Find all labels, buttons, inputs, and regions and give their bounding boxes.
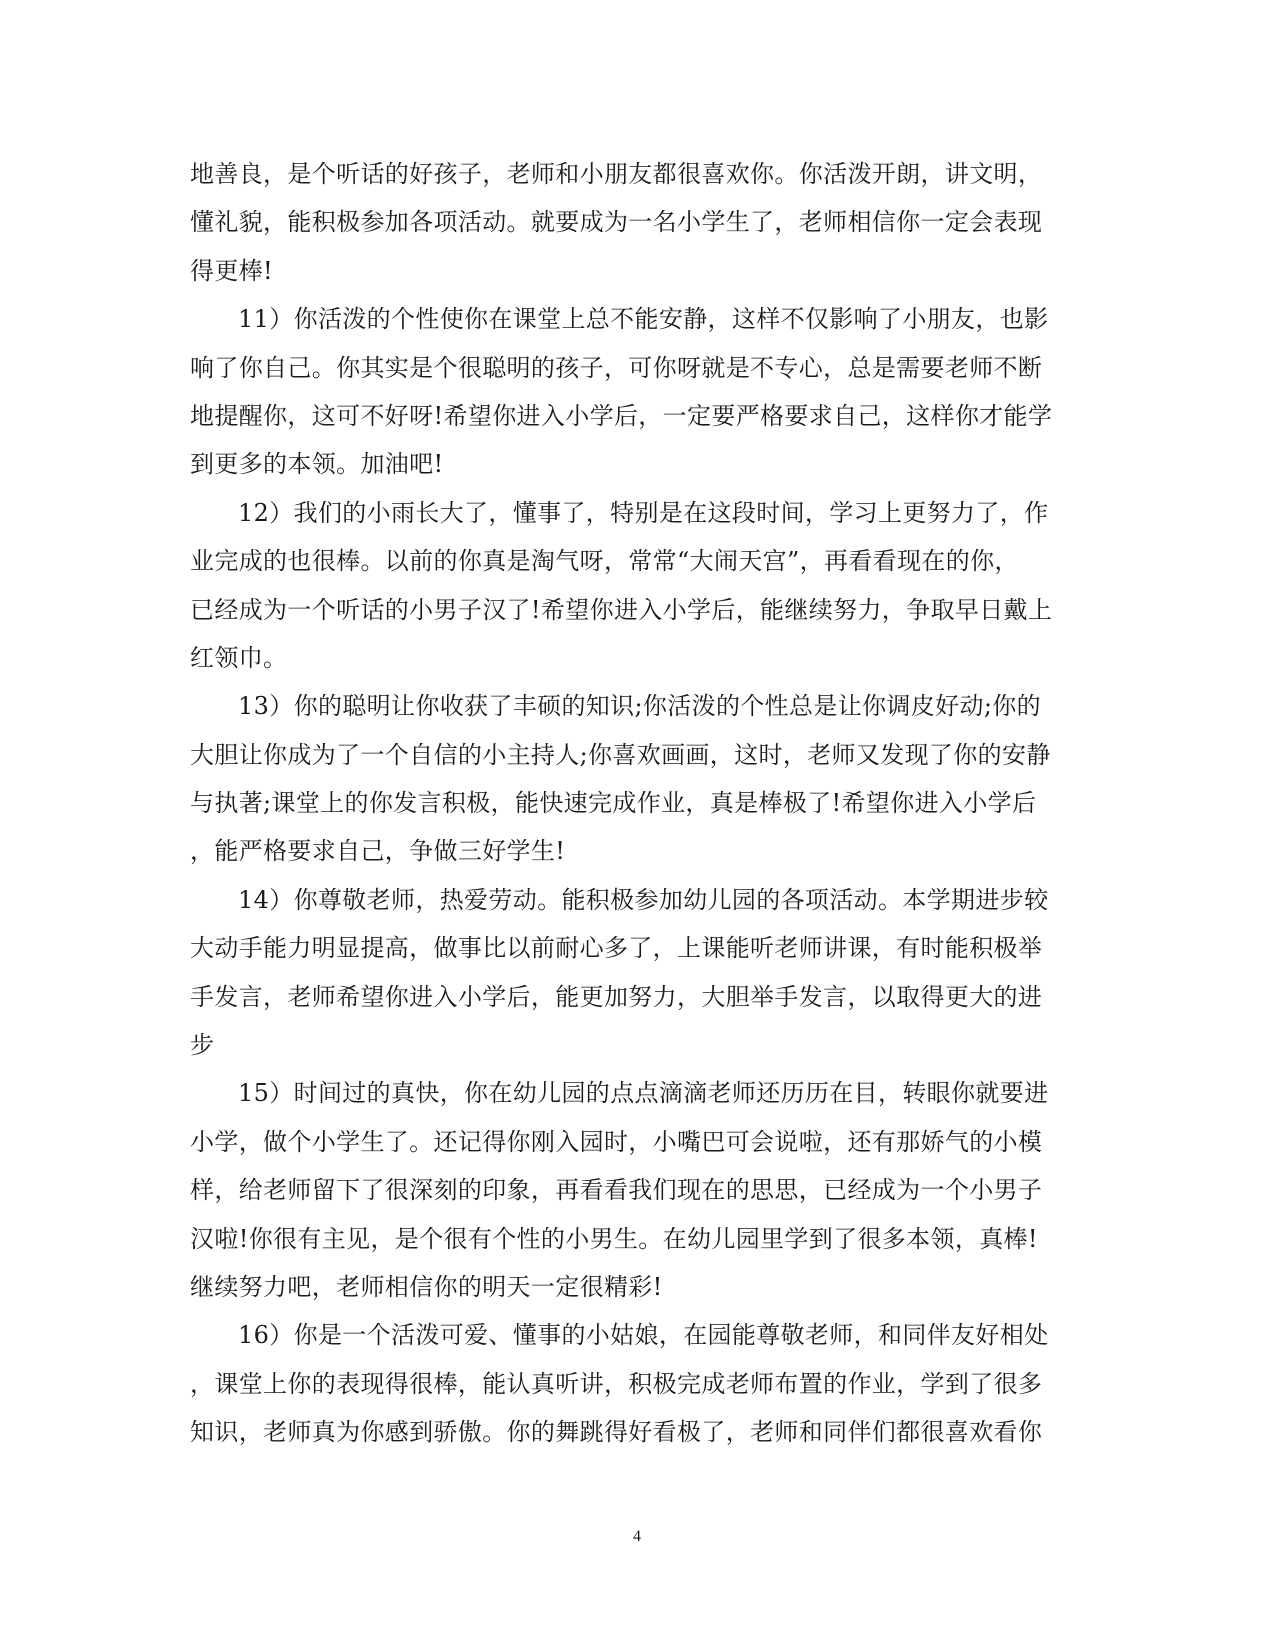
text-line: 步: [190, 1031, 215, 1060]
text-line: 大胆让你成为了一个自信的小主持人;你喜欢画画，这时，老师又发现了你的安静: [190, 740, 1051, 769]
paragraph-15-start: 15）时间过的真快，你在幼儿园的点点滴滴老师还历历在目，转眼你就要进: [238, 1079, 1049, 1108]
text-line: 手发言，老师希望你进入小学后，能更加努力，大胆举手发言，以取得更大的进: [190, 982, 1043, 1011]
document-body: [190, 150, 1090, 1457]
paragraph-12-start: 12）我们的小雨长大了，懂事了，特别是在这段时间，学习上更努力了，作: [238, 498, 1049, 527]
text-line: ，课堂上你的表现得很棒，能认真听讲，积极完成老师布置的作业，学到了很多: [190, 1369, 1043, 1398]
paragraph-11-start: 11）你活泼的个性使你在课堂上总不能安静，这样不仅影响了小朋友，也影: [238, 305, 1049, 334]
text-line: 知识，老师真为你感到骄傲。你的舞跳得好看极了，老师和同伴们都很喜欢看你: [190, 1418, 1043, 1447]
text-line: 继续努力吧，老师相信你的明天一定很精彩!: [190, 1272, 663, 1301]
paragraph-13-start: 13）你的聪明让你收获了丰硕的知识;你活泼的个性总是让你调皮好动;你的: [238, 692, 1041, 721]
text-line: 得更棒!: [190, 256, 274, 285]
text-line: 地提醒你，这可不好呀!希望你进入小学后，一定要严格要求自己，这样你才能学: [190, 401, 1053, 430]
paragraph-14-start: 14）你尊敬老师，热爱劳动。能积极参加幼儿园的各项活动。本学期进步较: [238, 885, 1049, 914]
text-line: 汉啦!你很有主见，是个很有个性的小男生。在幼儿园里学到了很多本领，真棒!: [190, 1224, 1038, 1253]
page-number: 4: [633, 1528, 641, 1545]
text-line: 响了你自己。你其实是个很聪明的孩子，可你呀就是不专心，总是需要老师不断: [190, 353, 1043, 382]
text-line: 大动手能力明显提高，做事比以前耐心多了，上课能听老师讲课，有时能积极举: [190, 934, 1043, 963]
text-line: 样，给老师留下了很深刻的印象，再看看我们现在的思思，已经成为一个小男子: [190, 1176, 1043, 1205]
text-line: 小学，做个小学生了。还记得你刚入园时，小嘴巴可会说啦，还有那娇气的小模: [190, 1127, 1043, 1156]
text-line: 地善良，是个听话的好孩子，老师和小朋友都很喜欢你。你活泼开朗，讲文明，: [190, 160, 1043, 188]
text-line: 与执著;课堂上的你发言积极，能快速完成作业，真是棒极了!希望你进入小学后: [190, 789, 1037, 818]
text-line: 业完成的也很棒。以前的你真是淘气呀，常常“大闹天宫”，再看看现在的你，: [190, 547, 1019, 576]
text-line: 到更多的本领。加油吧!: [190, 450, 444, 479]
paragraph-16-start: 16）你是一个活泼可爱、懂事的小姑娘，在园能尊敬老师，和同伴友好相处: [238, 1321, 1049, 1350]
text-line: 已经成为一个听话的小男子汉了!希望你进入小学后，能继续努力，争取早日戴上: [190, 595, 1053, 624]
text-line: 懂礼貌，能积极参加各项活动。就要成为一名小学生了，老师相信你一定会表现: [190, 208, 1043, 237]
text-line: ，能严格要求自己，争做三好学生!: [190, 837, 566, 866]
text-line: 红领巾。: [190, 643, 288, 672]
